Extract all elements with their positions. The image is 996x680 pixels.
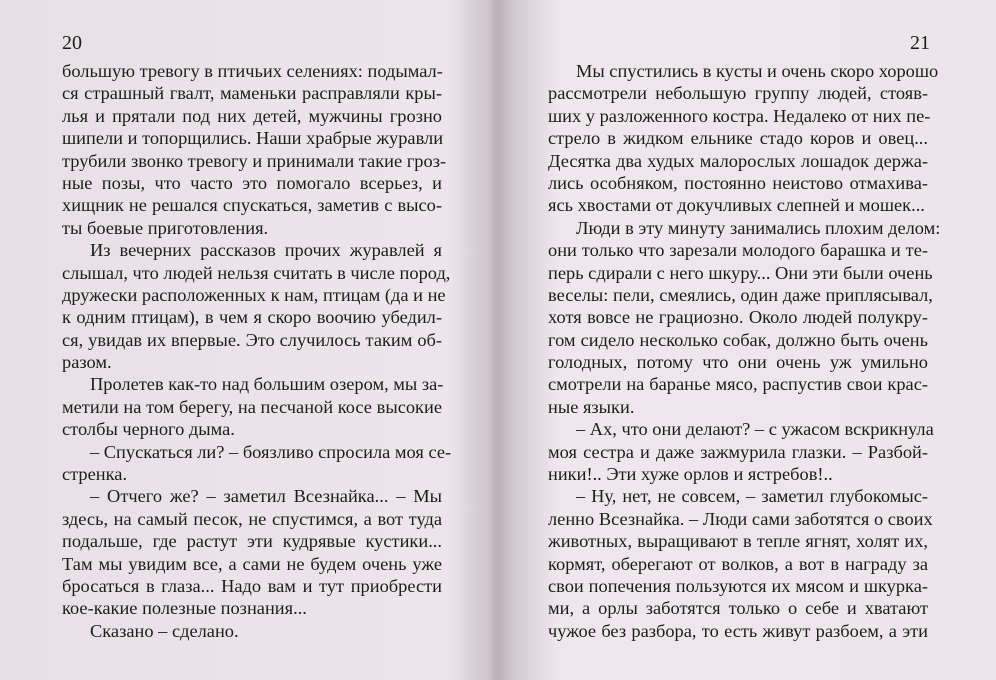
text-line: ших у разложенного костра. Недалеко от них пе- (548, 105, 931, 126)
text-line: моя сестра и даже зажмурила глазки. – Разбой- (548, 441, 928, 462)
text-line: Из вечерних рассказов прочих журавлей я (90, 240, 442, 261)
text-line: свои попечения пользуются их мясом и шкурка- (548, 575, 928, 596)
left-page (0, 0, 492, 680)
text-line: метили на том берегу, на песчаной косе высокие (62, 396, 442, 417)
text-line: ные языки. (548, 396, 635, 417)
page-text (62, 60, 452, 642)
text-line: ленно Всезнайка. – Люди сами заботятся о своих (548, 508, 933, 529)
text-line: Сказано – сделано. (90, 620, 239, 641)
text-line: ты боевые приготовления. (62, 217, 269, 238)
text-line: хотя вовсе не грациозно. Около людей полукру- (548, 307, 928, 328)
text-line: подальше, где растут эти кудрявые кустики... (62, 531, 442, 552)
text-line: животных, выращивают в тепле ягнят, холят их, (548, 531, 928, 552)
text-line: ся страшный гвалт, маменьки расправляли кры- (62, 83, 442, 104)
text-line: кое-какие полезные познания... (62, 598, 307, 619)
text-line: ники!.. Эти хуже орлов и ястребов!.. (548, 464, 833, 485)
text-line: бросаться в глаза... Надо вам и тут приобрести (62, 575, 442, 596)
text-line: чужое без разбора, то есть живут разбоем, а эти (548, 620, 928, 641)
text-line: – Отчего же? – заметил Всезнайка... – Мы (90, 486, 442, 507)
page-number: 21 (910, 32, 930, 54)
text-line: стрело в жидком ельнике стадо коров и овец... (548, 128, 928, 149)
text-line: стренка. (62, 464, 128, 485)
text-line: Люди в эту минуту занимались плохим делом: (576, 217, 941, 238)
text-line: лья и прятали под них детей, мужчины грозно (62, 105, 442, 126)
text-line: – Ну, нет, не совсем, – заметил глубокомыс- (576, 486, 928, 507)
text-line: ные позы, что часто это помогало всерьез, и (62, 172, 442, 193)
text-line: большую тревогу в птичьих селениях: подымал- (62, 61, 443, 81)
text-line: гом сидело несколько собак, должно быть очень (548, 329, 928, 350)
page-number: 20 (62, 32, 82, 54)
text-line: хищник не решался спускаться, заметив с высо- (62, 195, 442, 216)
text-line: трубили звонко тревогу и принимали такие гроз- (62, 150, 447, 171)
text-line: голодных, потому что они очень уж умильно (548, 352, 928, 373)
text-line: – Ах, что они делают? – с ужасом вскрикнула (576, 419, 934, 440)
right-page (500, 0, 996, 680)
text-line: шипели и топорщились. Наши храбрые журавли (62, 128, 444, 149)
text-line: Пролетев как-то над большим озером, мы за- (90, 374, 444, 395)
text-line: Мы спустились в кусты и очень скоро хорошо (576, 61, 939, 81)
text-line: здесь, на самый песок, не спустимся, а вот туда (62, 508, 442, 529)
text-line: веселы: пели, смеялись, один даже приплясывал, (548, 284, 933, 305)
page-text (548, 60, 941, 642)
text-line: столбы черного дыма. (62, 419, 235, 440)
text-line: смотрели на баранье мясо, распустив свои крас- (548, 374, 928, 395)
text-line: перь сдирали с него шкуру... Они эти были очень (548, 262, 933, 283)
text-line: Там мы увидим все, а сами не будем очень уже (62, 553, 442, 574)
text-line: к одним птицам), в чем я скоро воочию убедил- (62, 307, 442, 328)
text-line: ся, увидав их впервые. Это случилось таким об- (62, 329, 442, 350)
text-line: лись особняком, постоянно неистово отмахива- (548, 172, 928, 193)
text-line: ми, а орлы заботятся только о себе и хватают (548, 598, 928, 619)
text-line: разом. (62, 352, 112, 373)
text-line: кормят, оберегают от волков, а вот в награду за (548, 553, 928, 574)
text-line: слышал, что людей нельзя считать в числе пород, (62, 262, 451, 283)
text-line: они только что зарезали молодого барашка и те- (548, 240, 928, 261)
text-line: дружески расположенных к нам, птицам (да и не (62, 284, 446, 305)
text-line: ясь хвостами от докучливых слепней и мошек... (548, 195, 925, 216)
text-line: – Спускаться ли? – боязливо спросила моя се- (90, 441, 452, 462)
text-line: Десятка два худых малорослых лошадок держа- (548, 150, 928, 171)
text-line: рассмотрели небольшую группу людей, стояв- (548, 83, 928, 104)
